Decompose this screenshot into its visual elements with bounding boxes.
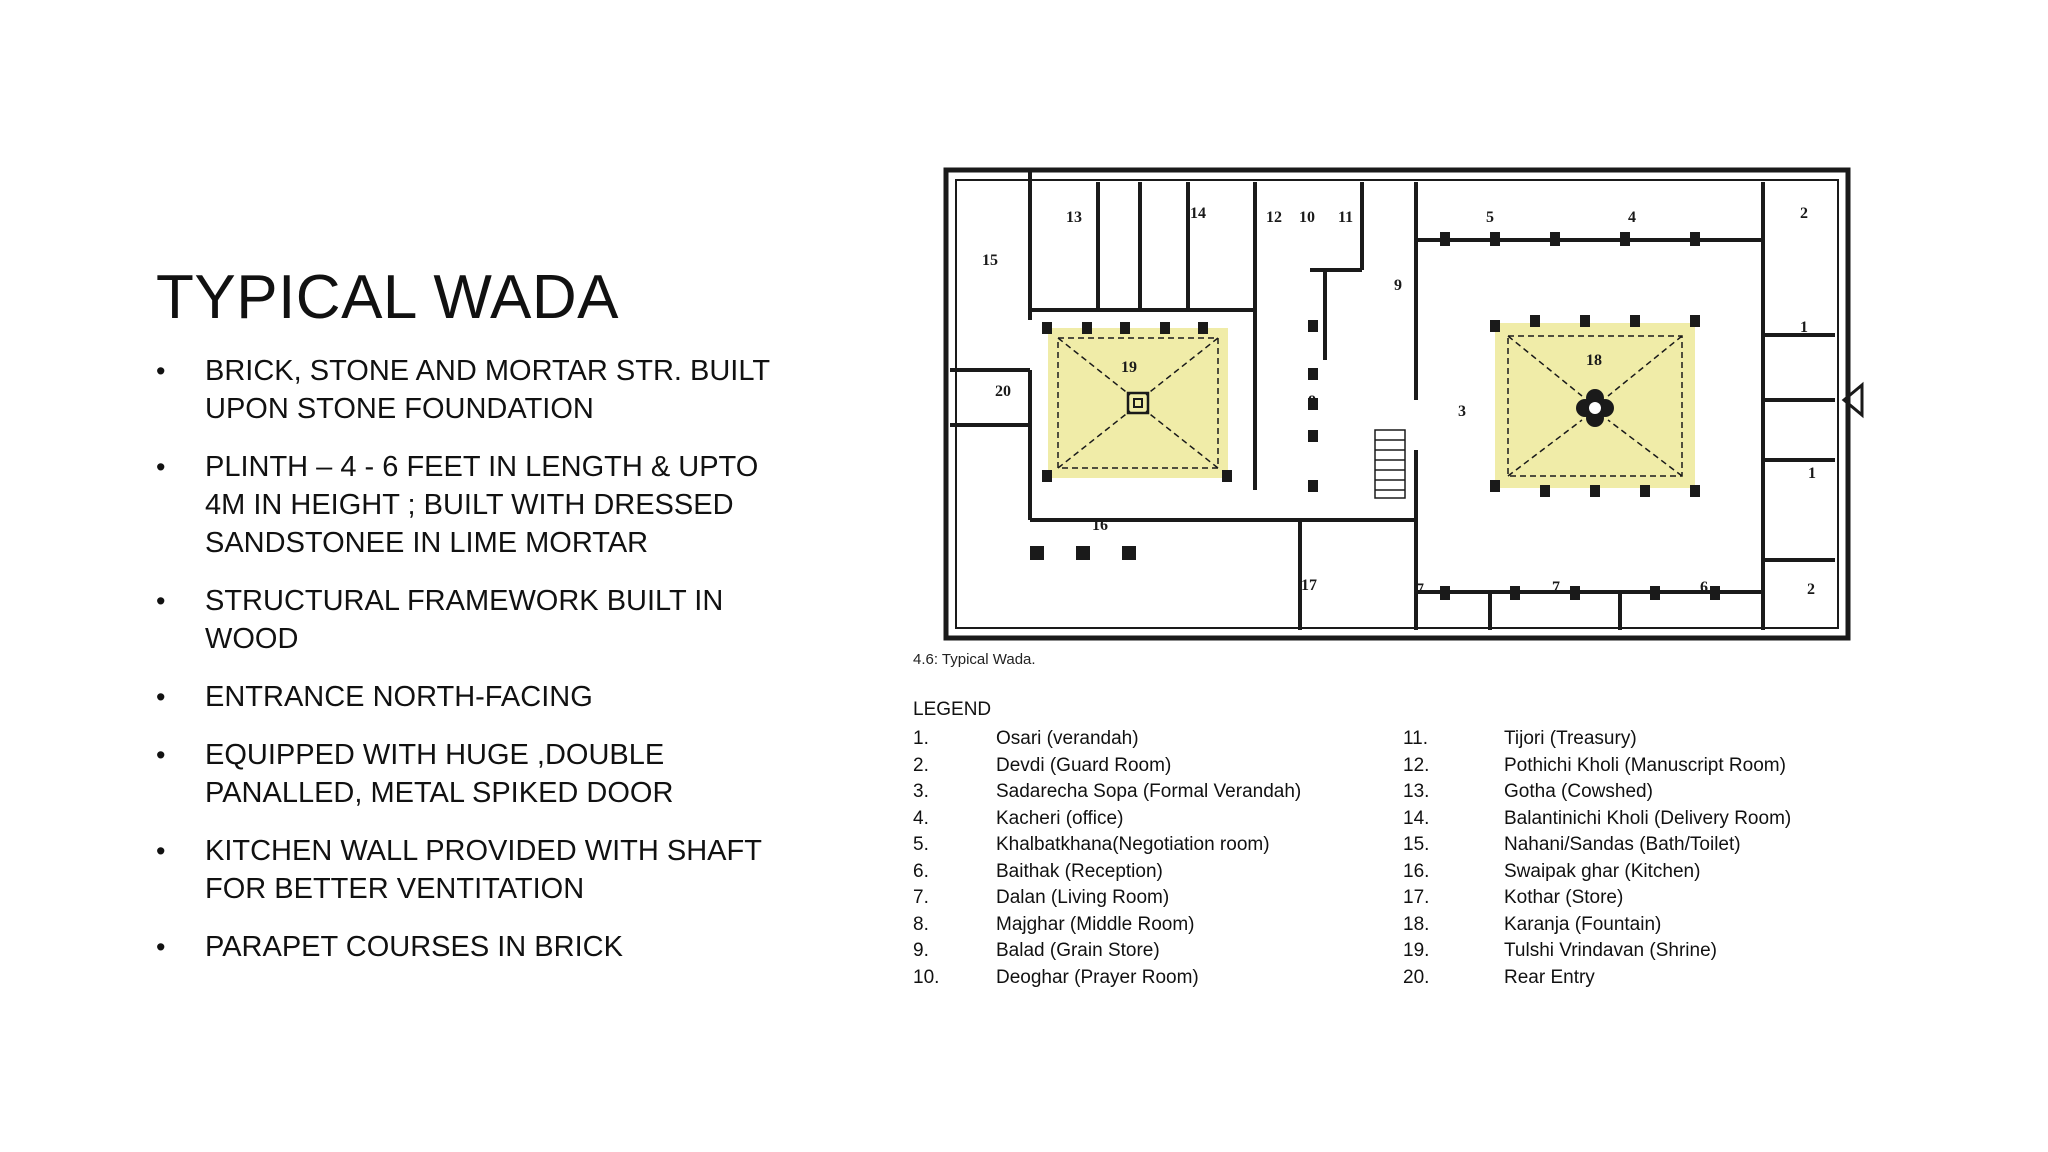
legend-item (913, 938, 1393, 965)
staircase (1375, 430, 1405, 498)
legend-number: 7. (913, 887, 929, 908)
legend-item (913, 726, 1393, 753)
bullet-item: • PARAPET COURSES IN BRICK (156, 928, 796, 966)
room-label: 5 (1486, 209, 1494, 226)
room-label: 1 (1808, 465, 1816, 482)
courtyard-19 (1048, 328, 1228, 478)
legend-number: 8. (913, 913, 929, 935)
room-label: 18 (1586, 352, 1602, 369)
legend-number: 6. (913, 860, 929, 882)
legend-item (1400, 859, 1870, 886)
legend-item (913, 859, 1393, 886)
room-label: 6 (1700, 579, 1708, 596)
legend-text: Rear Entry (1504, 966, 1595, 988)
room-label: 9 (1394, 277, 1402, 294)
room-label: 2 (1807, 581, 1815, 598)
bullet-item: • BRICK, STONE AND MORTAR STR. BUILT UPON STONE FOUNDATION (156, 352, 796, 428)
slide-title: TYPICAL WADA (156, 263, 620, 332)
legend-number: 4. (913, 807, 929, 829)
legend-number: 9. (913, 940, 929, 961)
bullet-item: • STRUCTURAL FRAMEWORK BUILT IN WOOD (156, 582, 796, 658)
legend-text: Tijori (Treasury) (1504, 728, 1637, 749)
room-label: 11 (1338, 209, 1354, 226)
legend-text: Baithak (Reception) (996, 860, 1163, 882)
legend-number: 18. (1403, 913, 1430, 935)
legend-text: Karanja (Fountain) (1504, 913, 1662, 935)
room-label: 17 (1301, 577, 1317, 594)
legend-text: Dalan (Living Room) (996, 887, 1170, 908)
legend-heading: LEGEND (913, 699, 992, 720)
legend-item (1400, 885, 1870, 912)
legend-item (913, 885, 1393, 912)
legend-number: 5. (913, 834, 929, 855)
legend-text: Majghar (Middle Room) (996, 913, 1195, 935)
legend-item (1400, 912, 1870, 939)
room-label: 3 (1458, 403, 1466, 420)
legend-item (913, 753, 1393, 780)
legend-text: Deoghar (Prayer Room) (996, 966, 1199, 988)
legend-item (1400, 779, 1870, 806)
room-label: 1 (1800, 319, 1808, 336)
legend-text: Pothichi Kholi (Manuscript Room) (1504, 754, 1786, 776)
legend-number: 19. (1403, 940, 1430, 961)
legend-text: Devdi (Guard Room) (996, 754, 1172, 776)
legend-item (913, 912, 1393, 939)
legend-number: 16. (1403, 860, 1430, 882)
room-label: 4 (1628, 209, 1636, 226)
figure-caption: 4.6: Typical Wada. (913, 651, 1036, 668)
legend-number: 14. (1403, 807, 1430, 829)
room-label: 10 (1299, 209, 1315, 226)
legend-number: 13. (1403, 781, 1430, 802)
legend-item (913, 832, 1393, 859)
room-label: 14 (1190, 205, 1206, 222)
legend-text: Sadarecha Sopa (Formal Verandah) (996, 781, 1302, 802)
bullet-list (156, 352, 796, 986)
legend-right-column (1400, 726, 1870, 991)
bullet-item: • ENTRANCE NORTH-FACING (156, 678, 796, 716)
room-label: 2 (1800, 205, 1808, 222)
legend-number: 20. (1403, 966, 1430, 988)
legend-item (1400, 965, 1870, 992)
legend-text: Nahani/Sandas (Bath/Toilet) (1504, 834, 1741, 855)
legend-number: 2. (913, 754, 929, 776)
legend-number: 11. (1403, 728, 1429, 749)
room-label: 7 (1416, 581, 1424, 598)
legend-text: Swaipak ghar (Kitchen) (1504, 860, 1701, 882)
bullet-item: • PLINTH – 4 - 6 FEET IN LENGTH & UPTO 4M IN HEIGHT ; BUILT WITH DRESSED SANDSTONEE IN LIME MORTAR (156, 448, 796, 562)
legend-number: 10. (913, 966, 940, 988)
room-label: 15 (982, 252, 998, 269)
legend-number: 12. (1403, 754, 1430, 776)
legend-text: Balad (Grain Store) (996, 940, 1160, 961)
floor-plan (930, 160, 1870, 650)
bullet-item: • EQUIPPED WITH HUGE ,DOUBLE PANALLED, METAL SPIKED DOOR (156, 736, 796, 812)
legend-text: Khalbatkhana(Negotiation room) (996, 834, 1270, 855)
legend-left-column (913, 726, 1393, 991)
legend-number: 1. (913, 728, 929, 749)
room-label: 12 (1266, 209, 1282, 226)
room-label: 20 (995, 383, 1011, 400)
legend-number: 3. (913, 781, 929, 802)
legend-number: 17. (1403, 887, 1430, 908)
floor-plan-drawing (930, 160, 1870, 650)
room-label: 19 (1121, 359, 1137, 376)
legend-text: Osari (verandah) (996, 728, 1139, 749)
legend-item (1400, 938, 1870, 965)
legend-text: Tulshi Vrindavan (Shrine) (1504, 940, 1717, 961)
legend-number: 15. (1403, 834, 1430, 855)
room-label: 16 (1092, 517, 1108, 534)
legend-text: Gotha (Cowshed) (1504, 781, 1653, 802)
legend-text: Balantinichi Kholi (Delivery Room) (1504, 807, 1792, 829)
legend-item (1400, 726, 1870, 753)
legend-text: Kothar (Store) (1504, 887, 1624, 908)
legend-text: Kacheri (office) (996, 807, 1124, 829)
room-label: 8 (1308, 393, 1316, 410)
legend-item (1400, 753, 1870, 780)
room-label: 7 (1552, 579, 1560, 596)
legend-item (1400, 806, 1870, 833)
legend-item (913, 806, 1393, 833)
room-label: 13 (1066, 209, 1082, 226)
legend-item (913, 779, 1393, 806)
bullet-item: • KITCHEN WALL PROVIDED WITH SHAFT FOR BETTER VENTITATION (156, 832, 796, 908)
legend-item (1400, 832, 1870, 859)
legend-item (913, 965, 1393, 992)
